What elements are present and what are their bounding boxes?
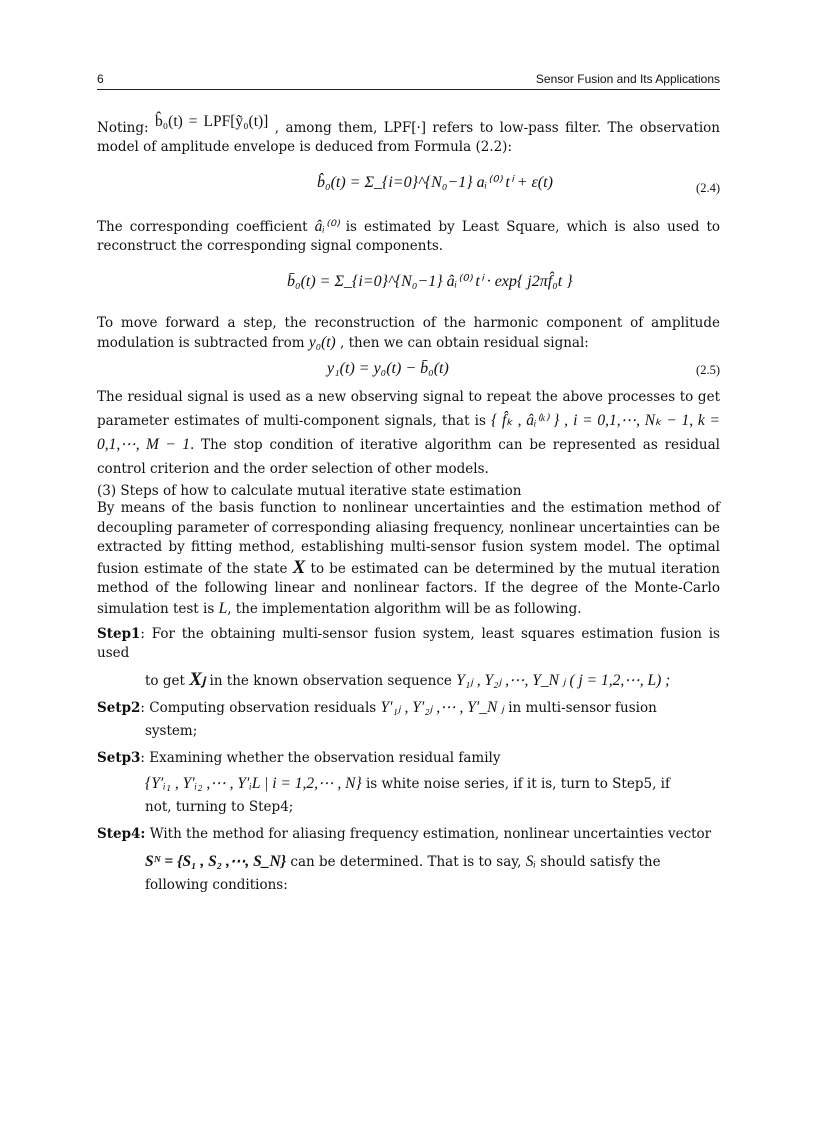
section3-text-c: , the implementation algorithm will be as following.	[227, 600, 582, 617]
step-4-line-1	[97, 825, 720, 844]
step-3-residual-family: {Y′ᵢ₁ , Y′ᵢ₂ ,⋯ , Y′ᵢL | i = 1,2,⋯ , N}	[145, 775, 362, 792]
lpf-formula: b̂₀(t) = LPF[ỹ₀(t)]	[155, 113, 269, 130]
step-1-text: : For the obtaining multi-sensor fusion system, least squares estimation fusion is used	[97, 626, 720, 661]
page-body	[97, 112, 720, 895]
equation-2-5-expression: y₁(t) = y₀(t) − b̄₀(t)	[327, 360, 449, 377]
section3-paragraph	[97, 499, 720, 619]
step-4-line-2	[97, 850, 720, 874]
step-3-line-3: not, turning to Step4;	[145, 799, 294, 815]
forward-text-b: , then we can obtain residual signal:	[340, 335, 589, 351]
residual-paragraph	[97, 385, 720, 481]
step-2-line-1	[97, 696, 720, 720]
equation-2-5	[97, 357, 720, 385]
forward-paragraph	[97, 314, 720, 353]
equation-reconstruction	[97, 264, 720, 310]
forward-text-a: To move forward a step, the reconstruction of the harmonic component of amplitude modulation is subtracted from	[97, 315, 720, 351]
equation-reconstruction-expression: b̄₀(t) = Σ_{i=0}^{N₀−1} âᵢ⁽⁰⁾ tⁱ · exp{ j2πf̂₀t }	[287, 273, 573, 290]
running-title: Sensor Fusion and Its Applications	[535, 72, 720, 86]
step-1-line-2	[97, 669, 720, 692]
residual-indices: i = 0,1,⋯, Nₖ − 1, k = 0,1,⋯, M − 1	[97, 412, 720, 453]
step-4-label: Step4:	[97, 826, 146, 842]
equation-2-4-label: (2.4)	[696, 181, 720, 195]
step-4-line-3: following conditions:	[145, 877, 288, 893]
coefficient-paragraph	[97, 217, 720, 256]
step-1-label: Step1	[97, 626, 141, 642]
step-1-sequence-text: in the known observation sequence	[209, 673, 452, 689]
section3-text-a: By means of the basis function to nonlinear uncertainties and the estimation method of decoupling parameter of corresponding aliasing frequency, nonlinear uncertainties can be extracted by fitting method, establishing multi-sensor fusion system model. The optimal fusion estimate of the state	[97, 500, 720, 577]
equation-2-4-expression: b̂₀(t) = Σ_{i=0}^{N₀−1} aᵢ⁽⁰⁾ tⁱ + ε(t)	[317, 174, 553, 191]
step-4-text: With the method for aliasing frequency estimation, nonlinear uncertainties vector	[149, 826, 712, 842]
monte-carlo-l-symbol: L	[218, 599, 228, 617]
header-rule	[97, 89, 720, 90]
running-header	[97, 72, 720, 88]
step-2-line-2: system;	[145, 723, 198, 739]
intro-paragraph	[97, 113, 721, 157]
step-3-line-2	[97, 772, 720, 796]
step-2-text-a: : Computing observation residuals	[140, 700, 377, 716]
coef-text-a: The corresponding coefficient	[97, 219, 308, 235]
intro-lead: Noting:	[97, 120, 149, 136]
step-4-uncertainty-vector: Sᴺ = {S₁ , S₂ ,⋯, S_N}	[145, 853, 287, 870]
step-1-xj-symbol: Xⱼ	[189, 669, 206, 690]
residual-text-a: The residual signal is used as a new observing signal to repeat the above processes to get parameter estimates of multi-component signals, that is	[97, 389, 720, 429]
step-4-si-symbol: Sᵢ	[525, 853, 536, 870]
step-4-text-b: can be determined. That is to say,	[290, 854, 522, 870]
step-4-text-c: should satisfy the	[540, 854, 661, 870]
step-2-residuals: Y′₁ⱼ , Y′₂ⱼ ,⋯ , Y′_N ⱼ	[380, 699, 504, 716]
step-1-sequence: Y₁ⱼ , Y₂ⱼ ,⋯, Y_N ⱼ ( j = 1,2,⋯, L) ;	[456, 672, 671, 689]
equation-2-5-label: (2.5)	[696, 363, 720, 377]
coef-symbol: âᵢ⁽⁰⁾	[314, 218, 339, 235]
residual-set: { f̂ₖ , âᵢ⁽ᵏ⁾ } ,	[491, 412, 568, 429]
state-x-symbol: X	[292, 556, 306, 578]
step-4	[97, 825, 720, 895]
residual-text-b: . The stop condition of iterative algorithm can be represented as residual control criterion and the order selection of other models.	[97, 437, 720, 477]
step-1-get: to get	[145, 673, 185, 689]
equation-2-4	[97, 165, 720, 211]
step-3-label: Setp3	[97, 750, 141, 766]
step-3-line-1	[97, 749, 720, 768]
step-2	[97, 696, 720, 741]
step-1-line-1	[97, 625, 720, 663]
step-1	[97, 625, 720, 692]
intro-rest: , among them, LPF[·] refers to low-pass filter. The observation model of amplitude envelope is deduced from Formula (2.2):	[97, 120, 721, 155]
page-number: 6	[97, 72, 104, 86]
step-2-text-b: in multi-sensor fusion	[508, 700, 657, 716]
step-2-label: Setp2	[97, 700, 141, 716]
step-3	[97, 749, 720, 817]
step-3-text: : Examining whether the observation residual family	[140, 750, 501, 766]
step-3-text-b: is white noise series, if it is, turn to Step5, if	[365, 776, 670, 792]
forward-symbol: y₀(t)	[308, 334, 336, 351]
coef-text-b: is estimated by Least Square, which is also used to reconstruct the corresponding signal components.	[97, 219, 720, 254]
section3-heading: (3) Steps of how to calculate mutual iterative state estimation	[97, 483, 522, 499]
section3-text-b: to be estimated can be determined by the mutual iteration method of the following linear and nonlinear factors. If the degree of the Monte-Carlo simulation test is	[97, 560, 720, 617]
